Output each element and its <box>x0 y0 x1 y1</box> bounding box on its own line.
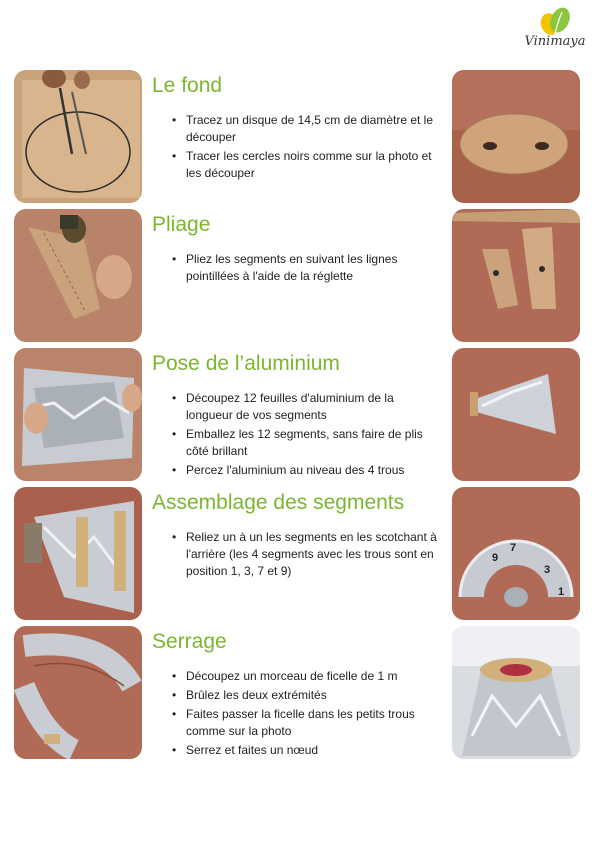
photo-tied-cooker <box>452 626 580 759</box>
section-serrage <box>0 626 600 761</box>
section-title: Assemblage des segments <box>152 491 405 514</box>
section-title: Serrage <box>152 630 227 653</box>
photo-folded-segments <box>452 209 580 342</box>
photo-cardboard-disc <box>452 70 580 203</box>
step-item: • Percez l'aluminium au niveau des 4 trous <box>170 462 440 479</box>
step-list <box>170 668 440 761</box>
step-list <box>170 251 440 287</box>
brand-name: Vinimaya <box>524 34 586 49</box>
arc-number-1: 1 <box>558 586 565 598</box>
step-item: • Faites passer la ficelle dans les petits trous comme sur la photo <box>170 706 440 740</box>
leaf-logo-icon <box>522 6 588 36</box>
vinimaya-logo <box>522 6 588 56</box>
photo-folding <box>14 209 142 342</box>
arc-number-9: 9 <box>492 552 499 564</box>
section-le-fond <box>0 70 600 205</box>
section-title: Pliage <box>152 213 211 236</box>
section-title: Le fond <box>152 74 223 97</box>
section-pliage <box>0 209 600 344</box>
step-list <box>170 529 440 582</box>
step-list <box>170 390 440 481</box>
step-item: • Serrez et faites un nœud <box>170 742 440 759</box>
photo-taped-segments <box>14 487 142 620</box>
step-item: • Découpez un morceau de ficelle de 1 m <box>170 668 440 685</box>
photo-string-threaded <box>14 626 142 759</box>
section-assemblage <box>0 487 600 622</box>
arc-number-7: 7 <box>510 542 517 554</box>
step-list <box>170 112 440 184</box>
step-item: • Pliez les segments en suivant les lignes pointillées à l'aide de la réglette <box>170 251 440 285</box>
arc-number-3: 3 <box>544 564 551 576</box>
step-item: • Tracez un disque de 14,5 cm de diamètre et le découper <box>170 112 440 146</box>
photo-foil-segment <box>452 348 580 481</box>
photo-numbered-arc <box>452 487 580 620</box>
step-item: • Brûlez les deux extrémités <box>170 687 440 704</box>
step-item: • Découpez 12 feuilles d'aluminium de la longueur de vos segments <box>170 390 440 424</box>
step-item: • Tracer les cercles noirs comme sur la photo et les découper <box>170 148 440 182</box>
section-title: Pose de l’aluminium <box>152 352 340 375</box>
step-item: • Emballez les 12 segments, sans faire de plis côté brillant <box>170 426 440 460</box>
photo-compass-drawing <box>14 70 142 203</box>
step-item: • Reliez un à un les segments en les scotchant à l'arrière (les 4 segments avec les trous sont en position 1, 3, 7 et 9) <box>170 529 440 580</box>
section-pose-aluminium <box>0 348 600 483</box>
photo-wrapping-foil <box>14 348 142 481</box>
